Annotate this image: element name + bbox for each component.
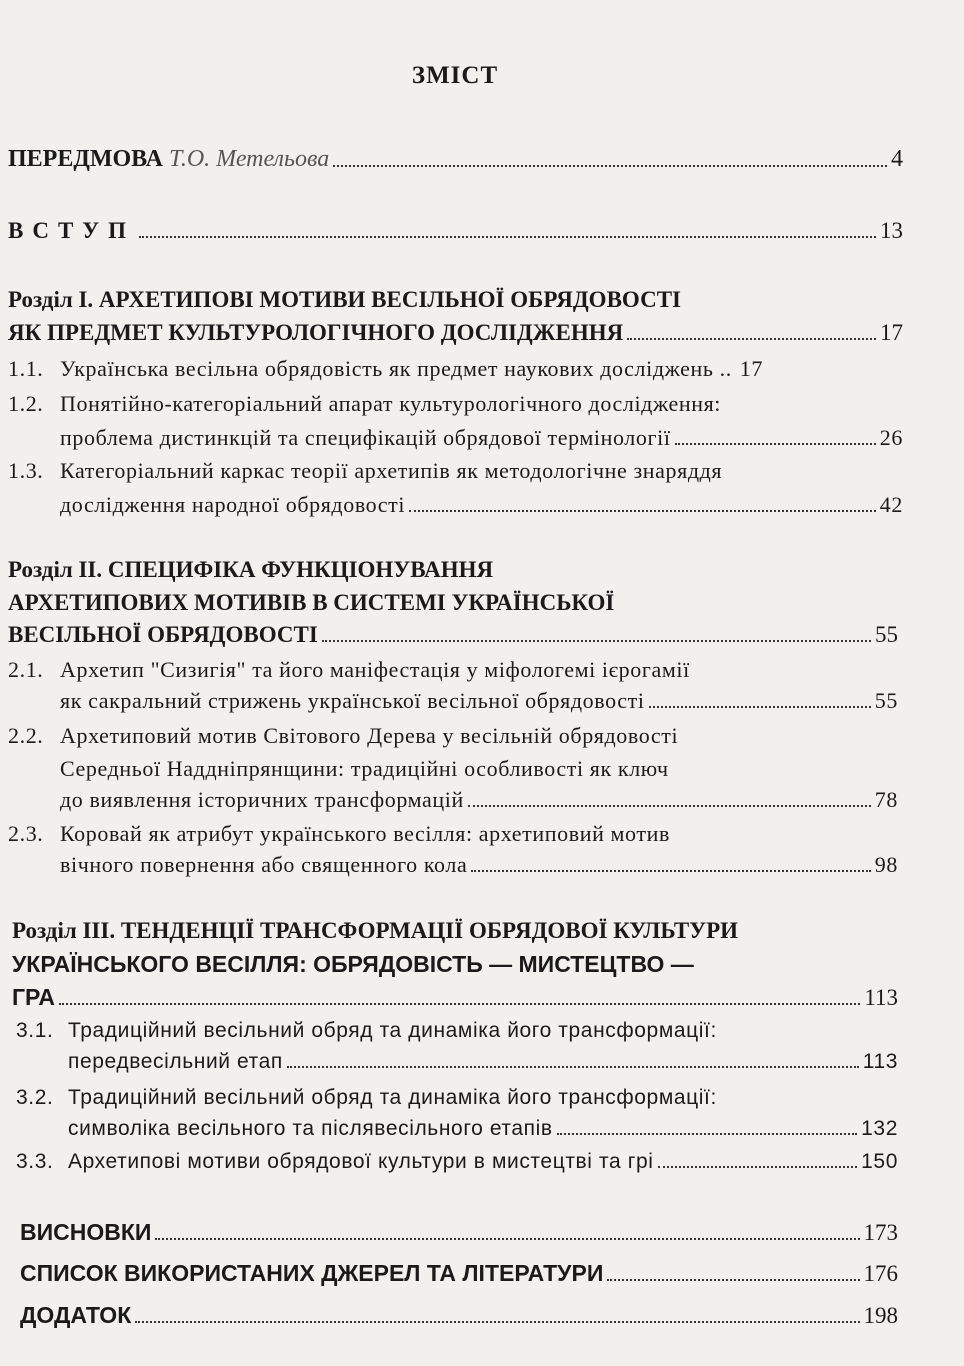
toc-entry-sources — [20, 1260, 898, 1287]
entry-title-cont: вічного повернення або священного кола — [60, 852, 468, 877]
leader-dots — [675, 443, 876, 445]
section-1-heading: Розділ І. АРХЕТИПОВІ МОТИВИ ВЕСІЛЬНОЇ ОБРЯДОВОСТІ — [8, 287, 681, 312]
section-3-heading-line3: ГРА — [12, 984, 55, 1010]
toc-entry-intro — [8, 218, 903, 244]
toc-entry-preface — [8, 146, 903, 173]
entry-title: Категоріальний каркас теорії архетипів як методологічне знаряддя — [60, 458, 723, 483]
section-3-heading: Розділ ІІІ. ТЕНДЕНЦІЇ ТРАНСФОРМАЦІЇ ОБРЯДОВОЇ КУЛЬТУРИ — [12, 918, 739, 943]
page-number: 173 — [863, 1220, 898, 1245]
leader-dots — [468, 805, 871, 807]
leader-dots — [627, 338, 876, 340]
section-1-heading-line2: ЯК ПРЕДМЕТ КУЛЬТУРОЛОГІЧНОГО ДОСЛІДЖЕННЯ — [8, 320, 624, 345]
page-number: 55 — [875, 622, 898, 647]
page-number: 176 — [863, 1261, 898, 1286]
entry-title-cont: дослідження народної обрядовості — [60, 492, 406, 517]
toc-entry-1-3 — [60, 492, 903, 518]
entry-label: ВСТУП — [8, 218, 136, 243]
toc-entry-2-2 — [60, 787, 898, 813]
page-number: 17 — [880, 320, 903, 345]
entry-number: 2.2. — [8, 723, 44, 748]
entry-title-cont: як сакральний стрижень української весільної обрядовості — [60, 688, 645, 713]
entry-author: Т.О. Метельова — [169, 146, 330, 172]
page-number: 113 — [862, 1050, 898, 1073]
toc-entry-1-1 — [8, 356, 903, 382]
page-number: 13 — [880, 218, 903, 243]
section-3-heading-line2: УКРАЇНСЬКОГО ВЕСІЛЛЯ: ОБРЯДОВІСТЬ — МИСТЕЦТВО — — [12, 951, 694, 977]
entry-label: ДОДАТОК — [20, 1302, 132, 1328]
toc-entry-section-3 — [12, 984, 898, 1011]
leader-dots — [139, 236, 876, 238]
page-number: 113 — [864, 985, 898, 1010]
entry-title: Українська весільна обрядовість як предмет наукових досліджень .. — [60, 356, 732, 381]
toc-entry-section-1 — [8, 320, 903, 346]
leader-dots — [333, 165, 887, 167]
leader-dots — [409, 510, 876, 512]
leader-dots — [155, 1238, 859, 1240]
entry-title-cont: проблема дистинкцій та специфікацій обрядової термінології — [60, 425, 671, 450]
entry-title: Архетип "Сизигія" та його маніфестація у міфологемі ієрогамії — [60, 657, 690, 682]
toc-entry-2-1 — [60, 688, 898, 714]
toc-entry-3-1 — [68, 1050, 898, 1074]
entry-title: Понятійно-категоріальний апарат культурологічного дослідження: — [60, 391, 721, 416]
entry-title-cont: символіка весільного та післявесільного етапів — [68, 1117, 553, 1140]
section-2-heading: Розділ ІІ. СПЕЦИФІКА ФУНКЦІОНУВАННЯ — [8, 557, 494, 582]
entry-number: 2.3. — [8, 821, 44, 846]
leader-dots — [649, 706, 871, 708]
toc-entry-appendix — [20, 1302, 898, 1329]
entry-label: СПИСОК ВИКОРИСТАНИХ ДЖЕРЕЛ ТА ЛІТЕРАТУРИ — [20, 1260, 604, 1286]
toc-entry-conclusions — [20, 1219, 898, 1246]
entry-title-cont: до виявлення історичних трансформацій — [60, 787, 464, 812]
page-number: 78 — [874, 787, 898, 812]
entry-number: 3.2. — [16, 1086, 54, 1109]
section-2-heading-line3: ВЕСІЛЬНОЇ ОБРЯДОВОСТІ — [8, 622, 318, 647]
entry-title: Архетиповий мотив Світового Дерева у весільній обрядовості — [60, 723, 679, 748]
page-title: ЗМІСТ — [411, 62, 499, 89]
entry-title: Традиційний весільний обряд та динаміка його трансформації: — [68, 1086, 717, 1109]
page-number: 132 — [861, 1117, 898, 1140]
page-number: 4 — [891, 146, 903, 172]
entry-label: ПЕРЕДМОВА — [8, 146, 164, 172]
entry-label: ВИСНОВКИ — [20, 1219, 152, 1245]
entry-number: 3.1. — [16, 1019, 54, 1042]
entry-number: 3.3. — [16, 1150, 54, 1173]
entry-number: 2.1. — [8, 657, 44, 682]
leader-dots — [287, 1066, 859, 1068]
page-number: 17 — [739, 356, 763, 381]
page-number: 150 — [861, 1150, 898, 1173]
toc-entry-2-3 — [60, 852, 898, 878]
entry-number: 1.3. — [8, 458, 44, 483]
entry-number: 1.1. — [8, 356, 44, 381]
toc-entry-3-2 — [68, 1117, 898, 1141]
leader-dots — [471, 870, 870, 872]
page-number: 26 — [879, 425, 903, 450]
toc-entry-3-3 — [16, 1150, 898, 1174]
page-number: 198 — [863, 1303, 898, 1328]
entry-title-cont: передвесільний етап — [68, 1050, 283, 1073]
leader-dots — [658, 1166, 858, 1168]
toc-entry-1-2 — [60, 425, 903, 451]
entry-number: 1.2. — [8, 391, 44, 416]
leader-dots — [557, 1133, 857, 1135]
leader-dots — [135, 1321, 859, 1323]
entry-title: Традиційний весільний обряд та динаміка його трансформації: — [68, 1019, 717, 1042]
leader-dots — [59, 1003, 860, 1005]
leader-dots — [322, 640, 871, 642]
page-number: 42 — [879, 492, 903, 517]
entry-title: Коровай як атрибут українського весілля: архетиповий мотив — [60, 821, 670, 846]
page-number: 98 — [874, 852, 898, 877]
toc-entry-section-2 — [8, 622, 898, 648]
leader-dots — [607, 1279, 859, 1281]
page-number: 55 — [874, 688, 898, 713]
entry-title-cont: Середньої Наддніпрянщини: традиційні особливості як ключ — [60, 756, 669, 781]
entry-title: Архетипові мотиви обрядової культури в мистецтві та грі — [68, 1150, 654, 1173]
section-2-heading-line2: АРХЕТИПОВИХ МОТИВІВ В СИСТЕМІ УКРАЇНСЬКОЇ — [8, 590, 615, 615]
